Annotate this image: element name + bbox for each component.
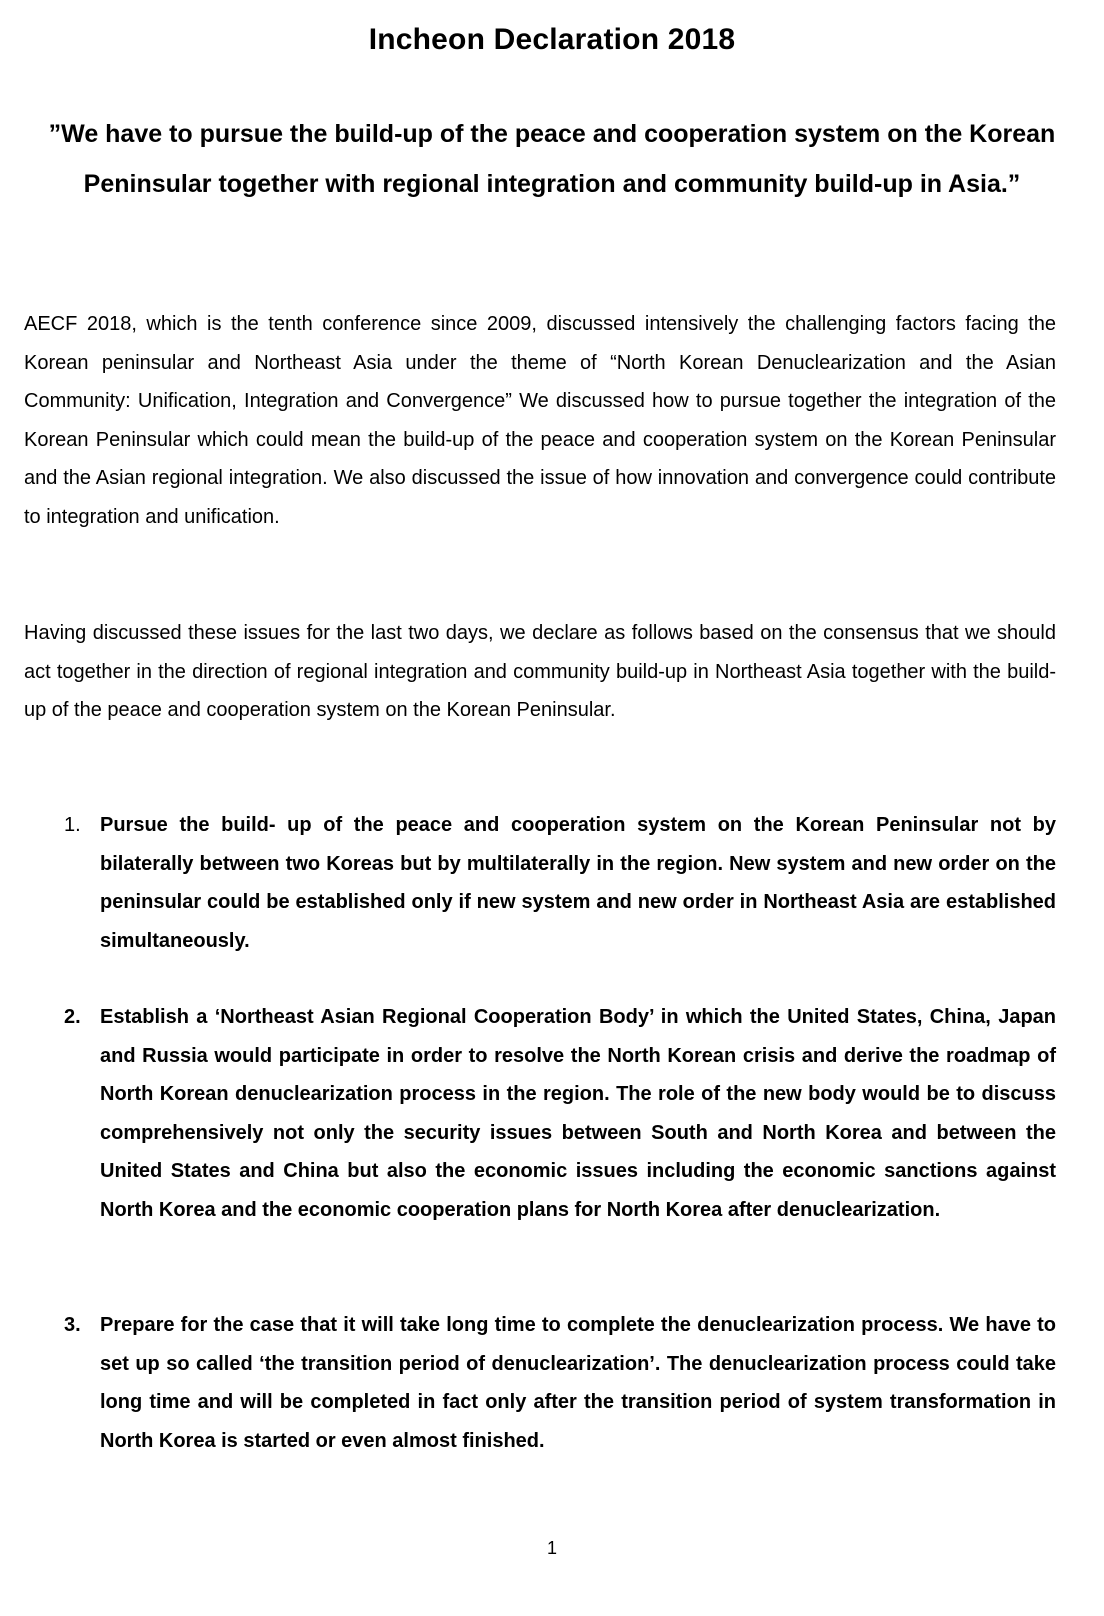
- list-item-number: 1.: [64, 814, 81, 836]
- list-item-number: 3.: [64, 1314, 81, 1336]
- list-item-text: Prepare for the case that it will take long time to complete the denuclearization process. We have to set up so called ‘the transition period of denuclearization’. The denuclearization process could take long time and will be completed in fact only after the transition period of system transformation in North Korea is started or even almost finished.: [100, 1314, 1056, 1452]
- page-number: 1: [546, 1538, 557, 1558]
- list-item-text: Pursue the build- up of the peace and cooperation system on the Korean Peninsular not by bilaterally between two Koreas but by multilaterally in the region. New system and new order on the peninsular could be established only if new system and new order in Northeast Asia are established simultaneously.: [100, 814, 1056, 952]
- intro-paragraph: AECF 2018, which is the tenth conference since 2009, discussed intensively the challenging factors facing the Korean peninsular and Northeast Asia under the theme of “North Korean Denuclearization and the Asian Community: Unification, Integration and Convergence” We discussed how to pursue together the integration of the Korean Peninsular which could mean the build-up of the peace and cooperation system on the Korean Peninsular and the Asian regional integration. We also discussed the issue of how innovation and convergence could contribute to integration and unification.: [24, 313, 1056, 528]
- document-title: Incheon Declaration 2018: [368, 23, 736, 56]
- list-item-text: Establish a ‘Northeast Asian Regional Cooperation Body’ in which the United States, China, Japan and Russia would participate in order to resolve the North Korean crisis and derive the roadmap of North Korean denuclearization process in the region. The role of the new body would be to discuss comprehensively not only the security issues between South and North Korea and between the United States and China but also the economic issues including the economic sanctions against North Korea and the economic cooperation plans for North Korea after denuclearization.: [100, 1006, 1056, 1221]
- consensus-paragraph: Having discussed these issues for the last two days, we declare as follows based on the consensus that we should act together in the direction of regional integration and community build-up in Northeast Asia together with the build- up of the peace and cooperation system on the Korean Peninsular.: [24, 622, 1056, 721]
- declaration-quote: ”We have to pursue the build-up of the peace and cooperation system on the Korean Peninsular together with regional integration and community build-up in Asia.”: [48, 120, 1056, 198]
- list-item-number: 2.: [64, 1006, 81, 1028]
